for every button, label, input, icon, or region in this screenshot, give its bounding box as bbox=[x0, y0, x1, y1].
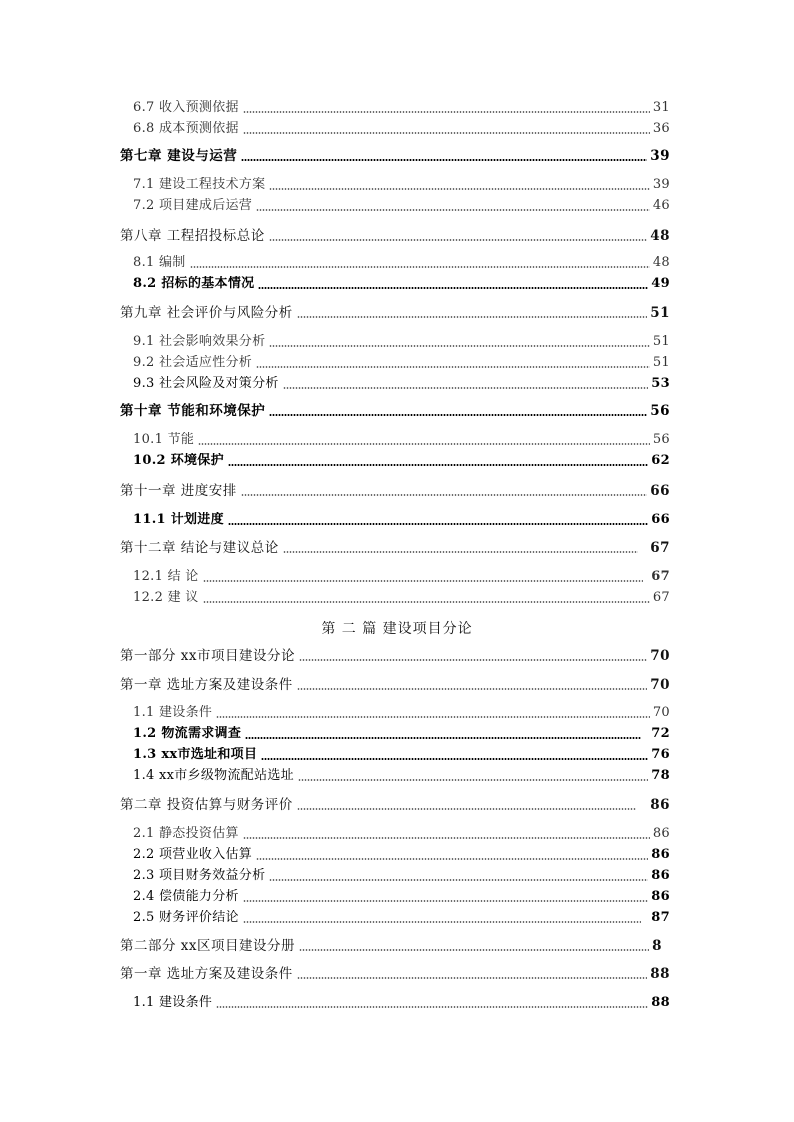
toc-part[interactable] bbox=[120, 648, 670, 664]
toc-entry-page: 31 bbox=[652, 100, 670, 115]
dot-leader bbox=[243, 111, 650, 113]
dot-leader bbox=[243, 921, 641, 923]
toc-chapter[interactable] bbox=[120, 483, 670, 499]
toc-entry[interactable] bbox=[133, 569, 670, 585]
toc-entry-text: 第一章 选址方案及建设条件 bbox=[120, 966, 293, 982]
dot-leader bbox=[203, 580, 644, 582]
toc-entry-text: 12.1 结 论 bbox=[133, 569, 199, 584]
dot-leader bbox=[245, 737, 641, 739]
toc-entry-page: 86 bbox=[651, 889, 670, 904]
toc-entry-text: 10.1 节能 bbox=[133, 432, 195, 447]
toc-entry-text: 第一章 选址方案及建设条件 bbox=[120, 677, 293, 693]
toc-entry-page: 67 bbox=[651, 569, 670, 584]
toc-chapter[interactable] bbox=[120, 540, 670, 556]
toc-entry-text: 6.8 成本预测依据 bbox=[133, 121, 239, 136]
toc-entry[interactable] bbox=[133, 705, 670, 721]
dot-leader bbox=[261, 758, 648, 760]
toc-entry-page: 86 bbox=[652, 826, 670, 841]
toc-entry-page: 51 bbox=[652, 355, 670, 370]
toc-entry-page: 72 bbox=[651, 726, 670, 741]
toc-entry-page: 88 bbox=[650, 966, 670, 982]
toc-entry-page: 8 bbox=[652, 938, 662, 954]
toc-entry-page: 70 bbox=[652, 705, 670, 720]
toc-chapter[interactable] bbox=[120, 305, 670, 321]
toc-entry-page: 66 bbox=[650, 483, 670, 499]
toc-entry-page: 53 bbox=[651, 376, 670, 391]
dot-leader bbox=[256, 366, 650, 368]
toc-entry[interactable] bbox=[133, 100, 670, 116]
toc-entry[interactable] bbox=[133, 726, 670, 742]
toc-entry-page: 46 bbox=[652, 198, 670, 213]
toc-entry-text: 第九章 社会评价与风险分析 bbox=[120, 305, 293, 321]
dot-leader bbox=[269, 188, 649, 190]
toc-chapter[interactable] bbox=[120, 148, 670, 164]
toc-entry-page: 66 bbox=[651, 512, 670, 527]
part-title: 第 二 篇 建设项目分论 bbox=[321, 621, 473, 637]
toc-entry-text: 8.2 招标的基本情况 bbox=[133, 276, 255, 291]
toc-entry-text: 7.1 建设工程技术方案 bbox=[133, 177, 266, 192]
toc-entry-text: 第七章 建设与运营 bbox=[120, 148, 238, 164]
dot-leader bbox=[298, 779, 648, 781]
toc-entry-text: 2.2 项营业收入估算 bbox=[133, 847, 253, 862]
toc-entry-text: 11.1 计划进度 bbox=[133, 512, 224, 527]
dot-leader bbox=[269, 239, 647, 241]
toc-entry-text: 1.1 建设条件 bbox=[133, 995, 213, 1010]
toc-entry[interactable] bbox=[133, 177, 670, 193]
dot-leader bbox=[190, 266, 650, 268]
toc-entry[interactable] bbox=[133, 910, 670, 926]
toc-entry-text: 9.1 社会影响效果分析 bbox=[133, 334, 266, 349]
toc-entry-page: 51 bbox=[650, 305, 670, 321]
toc-entry[interactable] bbox=[133, 198, 670, 214]
toc-entry-text: 2.4 偿债能力分析 bbox=[133, 889, 239, 904]
toc-entry[interactable] bbox=[133, 590, 670, 606]
toc-entry-page: 48 bbox=[652, 255, 670, 270]
toc-entry-page: 86 bbox=[650, 797, 670, 813]
dot-leader bbox=[256, 209, 650, 211]
toc-entry-page: 36 bbox=[652, 121, 670, 136]
toc-entry-text: 第八章 工程招投标总论 bbox=[120, 228, 265, 244]
toc-entry-page: 56 bbox=[652, 432, 670, 447]
toc-part[interactable] bbox=[120, 938, 670, 954]
toc-entry-page: 67 bbox=[652, 590, 670, 605]
toc-entry-text: 2.1 静态投资估算 bbox=[133, 826, 239, 841]
toc-chapter[interactable] bbox=[120, 797, 670, 813]
toc-entry-page: 86 bbox=[651, 868, 670, 883]
toc-entry-text: 2.3 项目财务效益分析 bbox=[133, 868, 266, 883]
toc-entry-page: 49 bbox=[651, 276, 670, 291]
dot-leader bbox=[299, 659, 647, 661]
dot-leader bbox=[198, 443, 650, 445]
toc-entry-page: 76 bbox=[651, 747, 670, 762]
toc-entry[interactable] bbox=[133, 334, 670, 350]
toc-entry[interactable] bbox=[133, 121, 670, 137]
toc-entry[interactable] bbox=[133, 355, 670, 371]
toc-entry-text: 7.2 项目建成后运营 bbox=[133, 198, 253, 213]
dot-leader bbox=[297, 688, 647, 690]
toc-entry-page: 70 bbox=[650, 677, 670, 693]
dot-leader bbox=[243, 132, 650, 134]
toc-entry-text: 10.2 环境保护 bbox=[133, 453, 224, 468]
toc-entry-text: 1.3 xx市选址和项目 bbox=[133, 747, 258, 762]
dot-leader bbox=[216, 1006, 648, 1008]
dot-leader bbox=[256, 858, 648, 860]
toc-entry-page: 67 bbox=[650, 540, 670, 556]
toc-entry-text: 9.2 社会适应性分析 bbox=[133, 355, 253, 370]
dot-leader bbox=[228, 464, 648, 466]
toc-entry-text: 第一部分 xx市项目建设分论 bbox=[120, 648, 296, 664]
dot-leader bbox=[283, 551, 638, 553]
toc-entry-text: 6.7 收入预测依据 bbox=[133, 100, 239, 115]
dot-leader bbox=[299, 949, 649, 951]
toc-entry-page: 87 bbox=[651, 910, 670, 925]
toc-entry-page: 88 bbox=[651, 995, 670, 1010]
toc-entry-page: 78 bbox=[651, 768, 670, 783]
toc-entry-page: 39 bbox=[650, 148, 670, 164]
toc-entry[interactable] bbox=[133, 255, 670, 271]
toc-entry[interactable] bbox=[133, 826, 670, 842]
toc-entry-text: 2.5 财务评价结论 bbox=[133, 910, 239, 925]
toc-entry[interactable] bbox=[133, 512, 670, 528]
dot-leader bbox=[269, 414, 647, 416]
toc-entry-page: 70 bbox=[650, 648, 670, 664]
toc-entry-text: 第二章 投资估算与财务评价 bbox=[120, 797, 293, 813]
toc-entry[interactable] bbox=[133, 432, 670, 448]
dot-leader bbox=[269, 345, 649, 347]
toc-entry-text: 8.1 编制 bbox=[133, 255, 186, 270]
toc-entry-page: 48 bbox=[650, 228, 670, 244]
dot-leader bbox=[241, 494, 647, 496]
toc-entry[interactable] bbox=[133, 453, 670, 469]
toc-entry-text: 第二部分 xx区项目建设分册 bbox=[120, 938, 296, 954]
toc-chapter[interactable] bbox=[120, 403, 670, 419]
toc-entry[interactable] bbox=[133, 847, 670, 863]
toc-entry[interactable] bbox=[133, 376, 670, 392]
toc-entry-page: 56 bbox=[650, 403, 670, 419]
toc-entry-text: 第十章 节能和环境保护 bbox=[120, 403, 266, 419]
toc-entry[interactable] bbox=[133, 768, 670, 784]
dot-leader bbox=[283, 387, 649, 389]
dot-leader bbox=[258, 287, 648, 289]
dot-leader bbox=[243, 900, 648, 902]
dot-leader bbox=[243, 837, 650, 839]
toc-chapter[interactable] bbox=[120, 228, 670, 244]
toc-chapter[interactable] bbox=[120, 966, 670, 982]
toc-entry-page: 62 bbox=[651, 453, 670, 468]
dot-leader bbox=[297, 808, 636, 810]
dot-leader bbox=[228, 523, 648, 525]
toc-entry-page: 51 bbox=[652, 334, 670, 349]
toc-entry[interactable] bbox=[133, 747, 670, 763]
toc-entry-text: 1.2 物流需求调查 bbox=[133, 726, 242, 741]
toc-entry-page: 39 bbox=[652, 177, 670, 192]
dot-leader bbox=[297, 977, 647, 979]
toc-entry-text: 第十二章 结论与建议总论 bbox=[120, 540, 279, 556]
dot-leader bbox=[269, 879, 648, 881]
dot-leader bbox=[203, 601, 650, 603]
toc-entry-text: 1.4 xx市乡级物流配站选址 bbox=[133, 768, 294, 783]
toc-entry[interactable] bbox=[133, 868, 670, 884]
toc-entry-page: 86 bbox=[651, 847, 670, 862]
toc-entry-text: 第十一章 进度安排 bbox=[120, 483, 237, 499]
dot-leader bbox=[241, 159, 647, 161]
toc-chapter[interactable] bbox=[120, 677, 670, 693]
toc-entry[interactable] bbox=[133, 995, 670, 1011]
toc-entry-text: 12.2 建 议 bbox=[133, 590, 199, 605]
toc-entry[interactable] bbox=[133, 889, 670, 905]
toc-entry[interactable] bbox=[133, 276, 670, 292]
dot-leader bbox=[297, 316, 647, 318]
dot-leader bbox=[216, 716, 650, 718]
toc-entry-text: 1.1 建设条件 bbox=[133, 705, 213, 720]
toc-entry-text: 9.3 社会风险及对策分析 bbox=[133, 376, 279, 391]
